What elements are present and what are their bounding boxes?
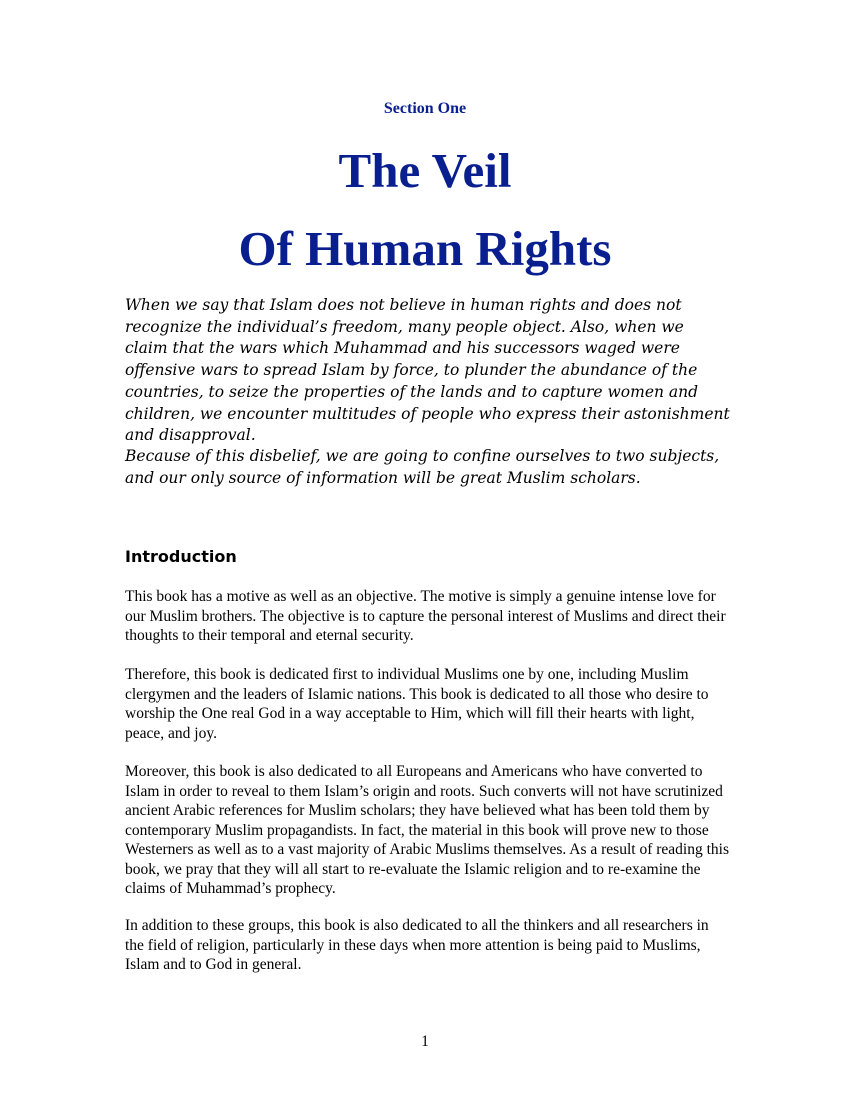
page-title-line-1: The Veil (338, 143, 512, 198)
body-paragraph-4: In addition to these groups, this book is also dedicated to all the thinkers and all researchers in the field of religion, particularly in these days when more attention is being paid to Muslims, Islam and to God in general. (125, 917, 709, 973)
page-number: 1 (421, 1033, 429, 1050)
introduction-heading: Introduction (125, 547, 237, 566)
body-paragraph-1: This book has a motive as well as an objective. The motive is simply a genuine intense love for our Muslim brothers. The objective is to capture the personal interest of Muslims and direct their thoughts to their temporal and eternal security. (125, 588, 726, 644)
section-label: Section One (383, 100, 467, 117)
page-title-line-2: Of Human Rights (238, 221, 612, 276)
body-paragraph-2: Therefore, this book is dedicated first to individual Muslims one by one, including Muslim clergymen and the leaders of Islamic nations. This book is dedicated to all those who desire to worship the One real God in a way acceptable to Him, which will fill their hearts with light, peace, and joy. (125, 666, 709, 742)
intro-paragraph-1: When we say that Islam does not believe in human rights and does not recognize the individual’s freedom, many people object. Also, when we claim that the wars which Muhammad and his successors waged were offensive wars to spread Islam by force, to plunder the abundance of the countries, to seize the properties of the lands and to capture women and children, we encounter multitudes of people who express their astonishment and disapproval. (125, 296, 730, 445)
intro-paragraph-2: Because of this disbelief, we are going to confine ourselves to two subjects, and our only source of information will be great Muslim scholars. (125, 447, 720, 487)
body-paragraph-3: Moreover, this book is also dedicated to all Europeans and Americans who have converted to Islam in order to reveal to them Islam’s origin and roots. Such converts will not have scrutinized ancient Arabic references for Muslim scholars; they have believed what has been told them by contemporary Muslim propagandists. In fact, the material in this book will prove new to those Westerners as well as to a vast majority of Arabic Muslims themselves. As a result of reading this book, we pray that they will all start to re-evaluate the Islamic religion and to re-examine the claims of Muhammad’s prophecy. (125, 763, 729, 897)
